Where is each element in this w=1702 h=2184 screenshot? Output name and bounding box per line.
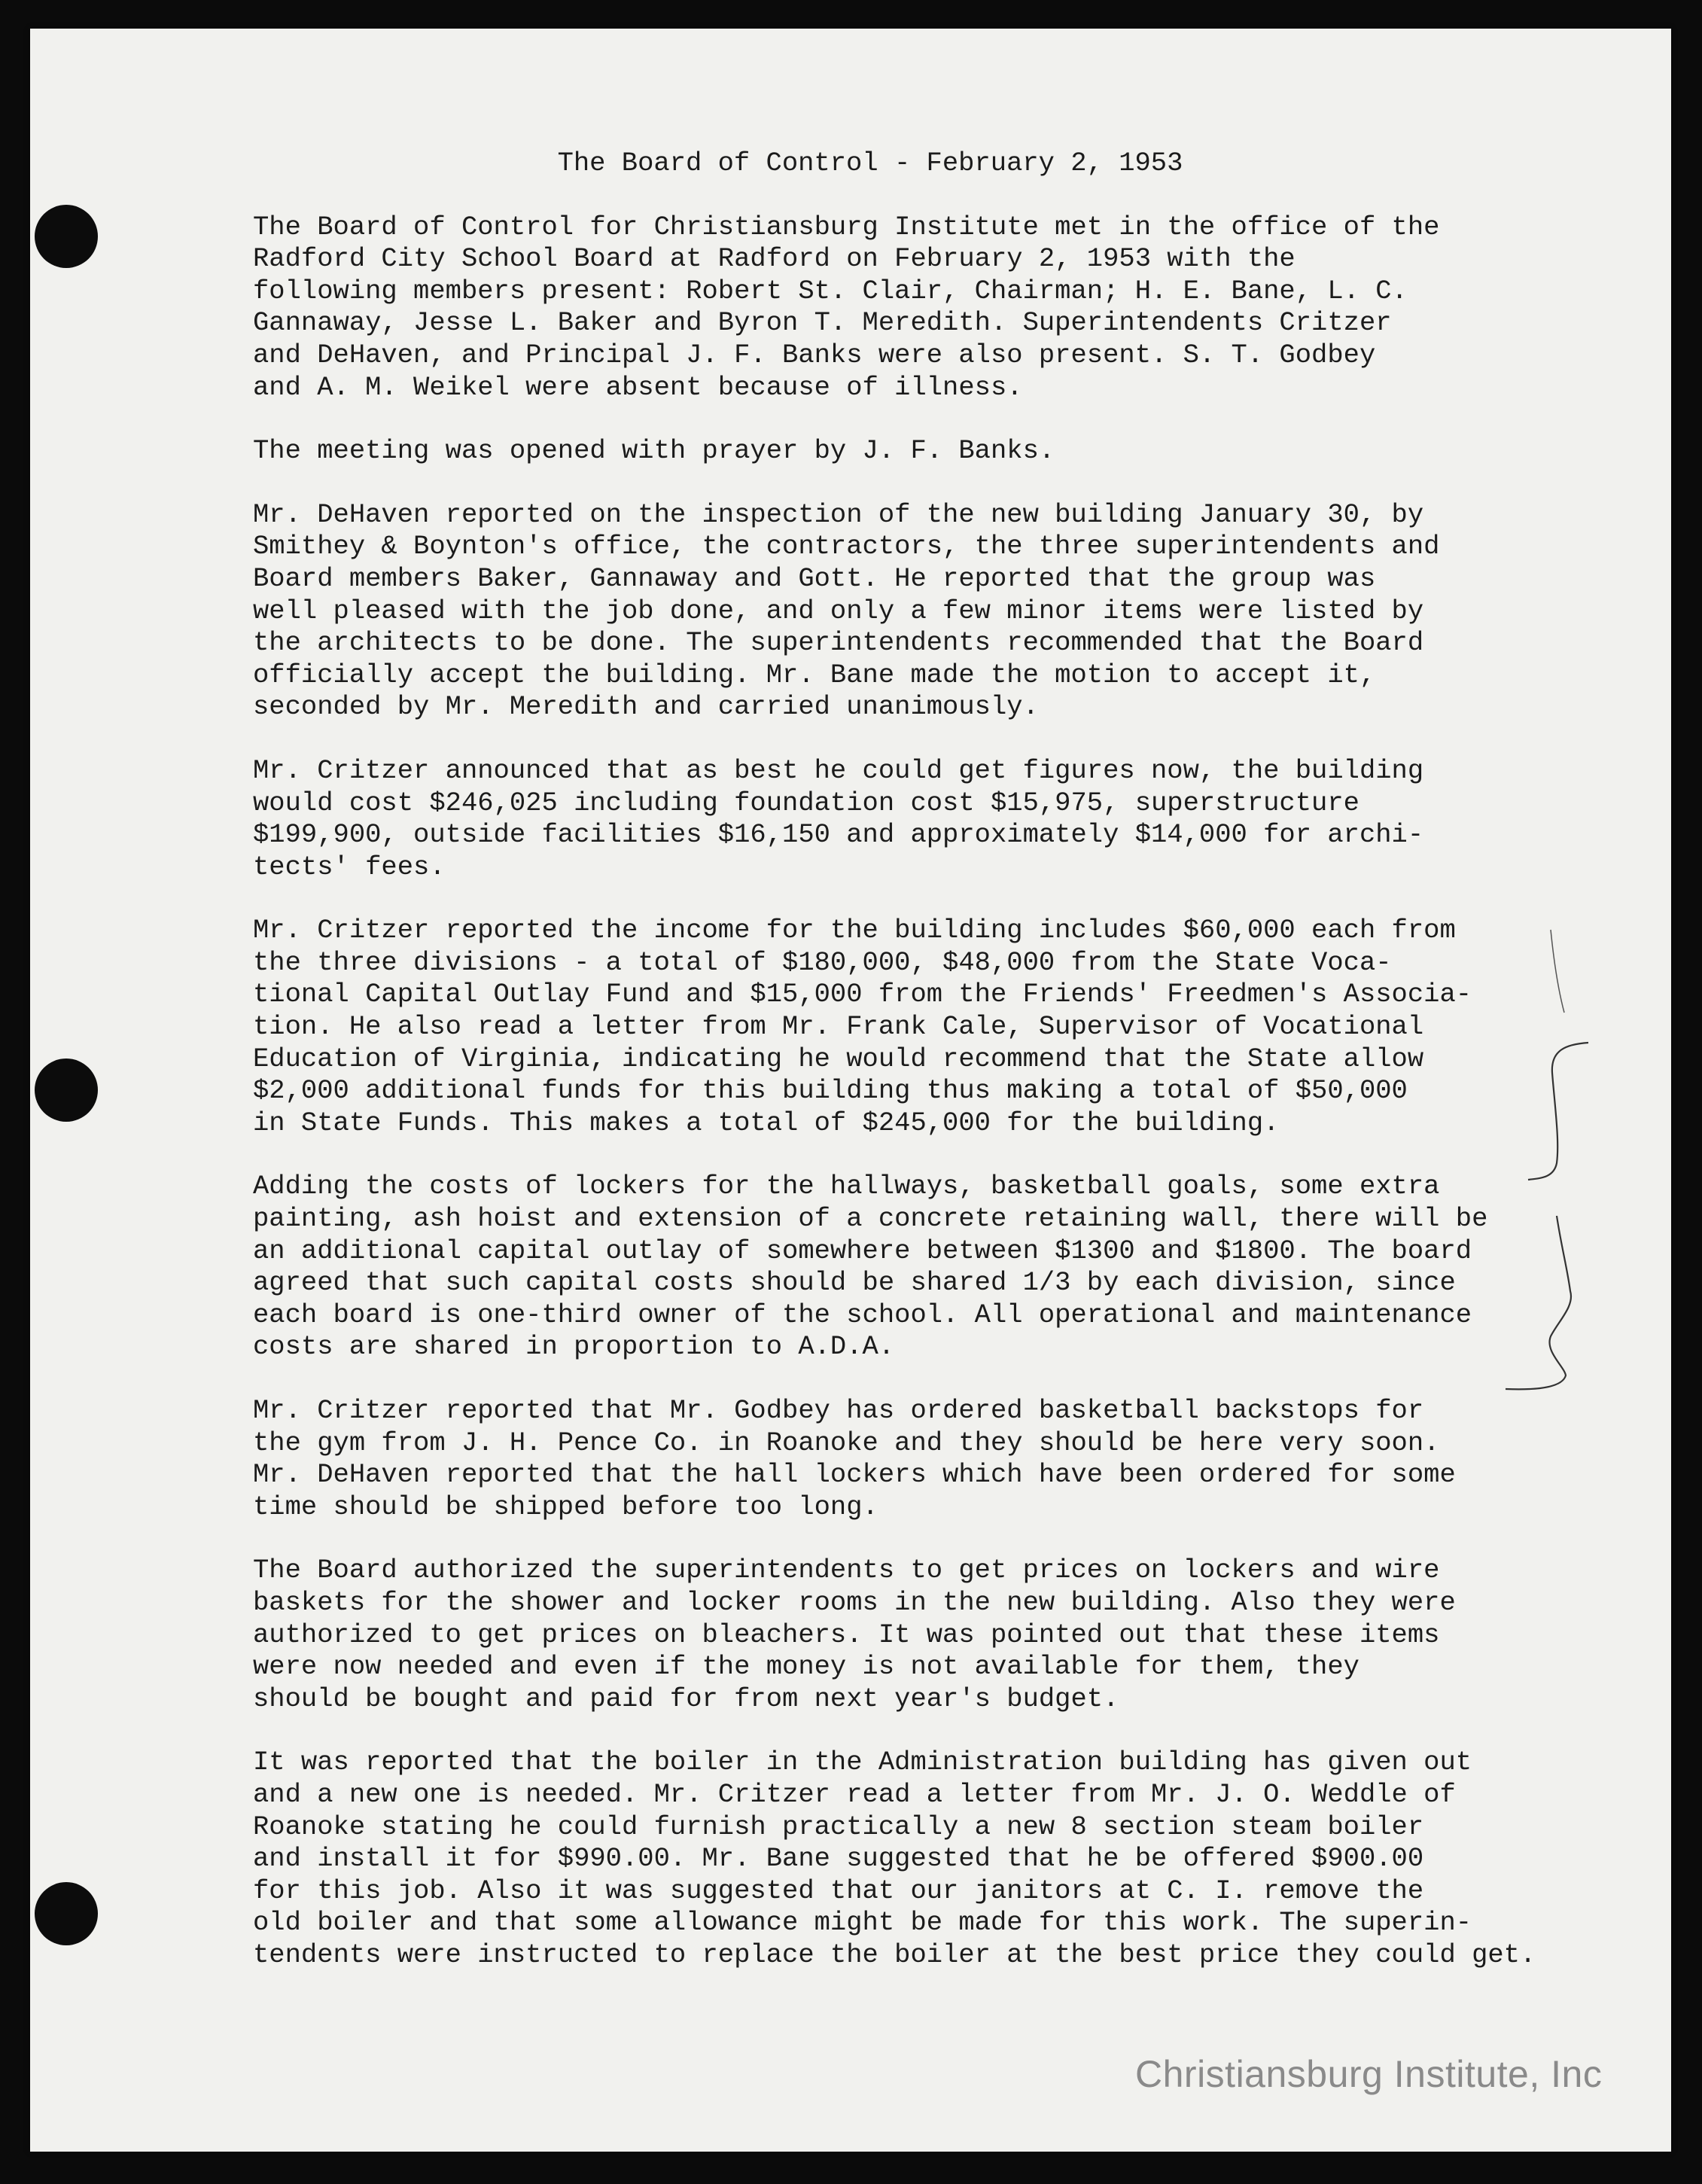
punch-hole-bottom [35,1882,98,1945]
watermark-text: Christiansburg Institute, Inc [1135,2053,1603,2095]
paragraph-basketball-lockers: Mr. Critzer reported that Mr. Godbey has ordered basketball backstops for the gym from J. H. Pence Co. in Roanoke and they should be here very soon. Mr. DeHaven reported that the hall lockers which have been ordered for some time should be shipped before too long. [253,1395,1456,1522]
handwritten-bracket-mark [1498,915,1588,1397]
paragraph-inspection: Mr. DeHaven reported on the inspection of the new building January 30, by Smithey & Boynton's office, the contractors, the three superintendents and Board members Baker, Gannaway and Gott. He reported that the group was well pleased with the job done, and only a few minor items were listed by the architects to be done. The superintendents recommended that the Board officially accept the building. Mr. Bane made the motion to accept it, seconded by Mr. Meredith and carried unanimously. [253,498,1440,723]
document-title: The Board of Control - February 2, 1953 [557,148,1183,178]
paragraph-attendance: The Board of Control for Christiansburg Institute met in the office of the Radford City School Board at Radford on February 2, 1953 with the following members present: Robert St. Clair, Chairman; H. E. Bane, L. C. Gannaway, Jesse L. Baker and Byron T. Meredith. Superintendents Critzer and DeHaven, and Principal J. F. Banks were also present. S. T. Godbey and A. M. Weikel were absent because of illness. [253,211,1440,403]
paragraph-additional-costs: Adding the costs of lockers for the hallways, basketball goals, some extra painting, ash hoist and extension of a concrete retaining wall, there will be an additional capital outlay of somewhere between $1300 and $1800. The board agreed that such capital costs should be shared 1/3 by each division, since each board is one-third owner of the school. All operational and maintenance costs are shared in proportion to A.D.A. [253,1171,1488,1363]
punch-hole-middle [35,1058,98,1122]
paragraph-boiler: It was reported that the boiler in the Administration building has given out and a new one is needed. Mr. Critzer read a letter from Mr. J. O. Weddle of Roanoke stating he could furnish practically a new 8 section steam boiler and install it for $990.00. Mr. Bane suggested that he be offered $900.00 for this job. Also it was suggested that our janitors at C. I. remove the old boiler and that some allowance might be made for this work. The superin- tendents were instructed to replace the boiler at the best price they could get. [253,1747,1536,1970]
punch-hole-top [35,205,98,268]
document-body [253,148,1578,2003]
paragraph-bleachers: The Board authorized the superintendents to get prices on lockers and wire baskets for the shower and locker rooms in the new building. Also they were authorized to get prices on bleachers. It was pointed out that these items were now needed and even if the money is not available for them, they should be bought and paid for from next year's budget. [253,1555,1456,1714]
paragraph-prayer: The meeting was opened with prayer by J. F. Banks. [253,435,1055,467]
paragraph-building-cost: Mr. Critzer announced that as best he could get figures now, the building would cost $246,025 including foundation cost $15,975, superstructure $199,900, outside facilities $16,150 and approximately $14,000 for archi- tects' fees. [253,754,1424,882]
paragraph-income: Mr. Critzer reported the income for the building includes $60,000 each from the three divisions - a total of $180,000, $48,000 from the State Voca- tional Capital Outlay Fund and $15,000 from the Friends' Freedmen's Associa- tion. He also read a letter from Mr. Frank Cale, Supervisor of Vocational Education of Virginia, indicating he would recommend that the State allow $2,000 additional funds for this building thus making a total of $50,000 in State Funds. This makes a total of $245,000 for the building. [253,915,1472,1138]
